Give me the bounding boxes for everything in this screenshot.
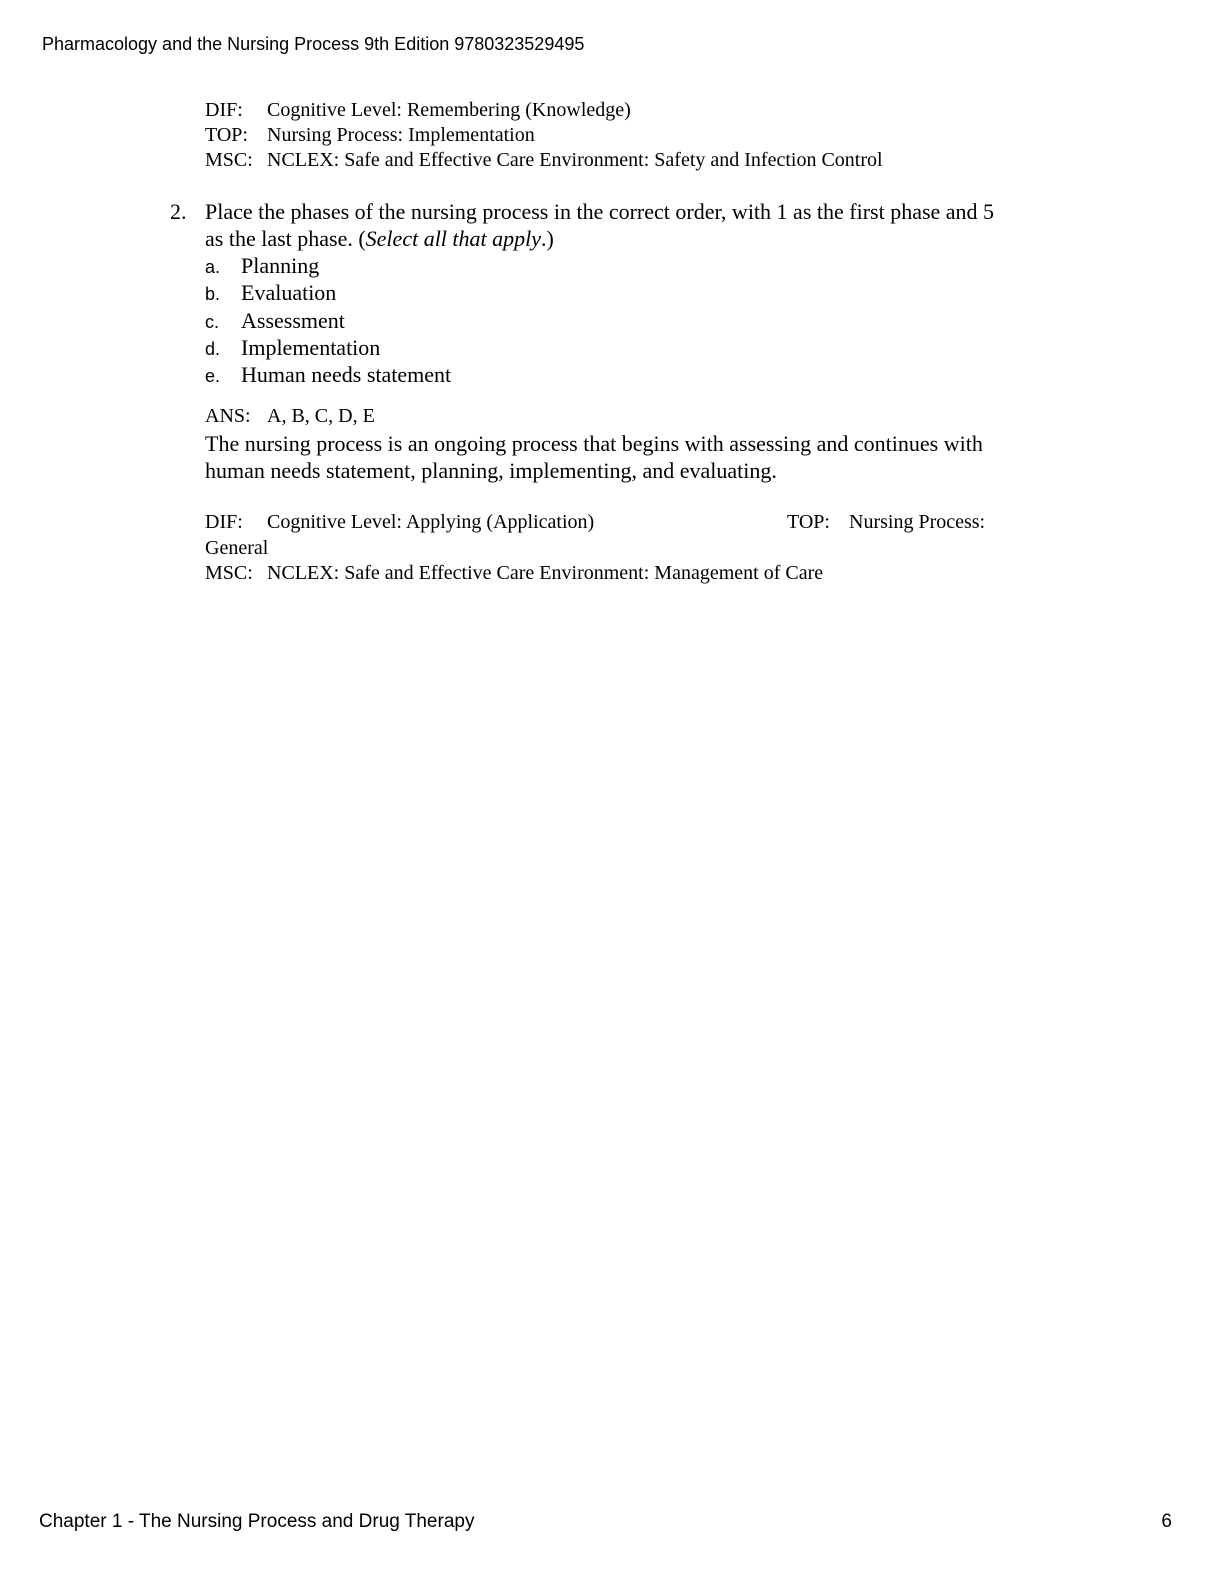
prev-top-line [205, 123, 535, 147]
question-stem [205, 198, 1065, 252]
answer-value: A, B, C, D, E [267, 405, 375, 427]
stem-suffix: .) [541, 226, 554, 251]
option-letter: b. [205, 284, 221, 305]
rationale [205, 430, 1065, 484]
prev-dif-value: Cognitive Level: Remembering (Knowledge) [267, 99, 631, 121]
question-number: 2. [170, 199, 187, 224]
prev-top-value: Nursing Process: Implementation [267, 124, 535, 146]
top-value-continued: General [205, 537, 269, 559]
option-letter: e. [205, 366, 221, 387]
page-number: 6 [1161, 1511, 1172, 1532]
dif-label: DIF: [205, 511, 243, 533]
msc-label: MSC: [205, 562, 253, 584]
dif-value: Cognitive Level: Applying (Application) [267, 511, 595, 533]
option-b [205, 279, 451, 306]
prev-top-label: TOP: [205, 124, 248, 146]
option-text: Implementation [241, 334, 381, 360]
msc-value: NCLEX: Safe and Effective Care Environment: Management of Care [267, 562, 824, 584]
question-stem-line-1: Place the phases of the nursing process in the correct order, with 1 as the first phase and 5 [205, 199, 995, 224]
option-letter: c. [205, 311, 220, 332]
dif-line [205, 510, 594, 534]
stem-instruction: Select all that apply [365, 226, 542, 251]
option-letter: d. [205, 338, 221, 359]
option-text: Planning [241, 253, 320, 278]
prev-msc-value: NCLEX: Safe and Effective Care Environment: Safety and Infection Control [267, 149, 883, 171]
option-text: Assessment [241, 307, 345, 333]
stem-prefix: as the last phase. ( [205, 226, 366, 251]
prev-msc-label: MSC: [205, 149, 253, 171]
top-label: TOP: [787, 511, 830, 533]
answer-line [205, 405, 375, 428]
rationale-line-2: human needs statement, planning, implementing, and evaluating. [205, 458, 777, 483]
answer-label: ANS: [205, 405, 251, 427]
option-a [205, 252, 451, 279]
option-d [205, 334, 451, 361]
msc-line [205, 561, 823, 585]
page-header: Pharmacology and the Nursing Process 9th Edition 9780323529495 [42, 34, 585, 54]
prev-dif-line [205, 98, 631, 122]
question-stem-line-2 [205, 225, 1065, 252]
top-line [787, 510, 985, 534]
option-c [205, 307, 451, 334]
option-text: Evaluation [241, 280, 337, 306]
option-text: Human needs statement [241, 362, 452, 388]
option-e [205, 361, 451, 388]
answer-options [205, 252, 451, 388]
top-value: Nursing Process: [849, 511, 986, 533]
page-footer-chapter: Chapter 1 - The Nursing Process and Drug Therapy [39, 1511, 475, 1532]
prev-dif-label: DIF: [205, 99, 243, 121]
rationale-line-1: The nursing process is an ongoing process that begins with assessing and continues with [205, 431, 983, 456]
prev-msc-line [205, 148, 883, 172]
option-letter: a. [205, 257, 221, 277]
